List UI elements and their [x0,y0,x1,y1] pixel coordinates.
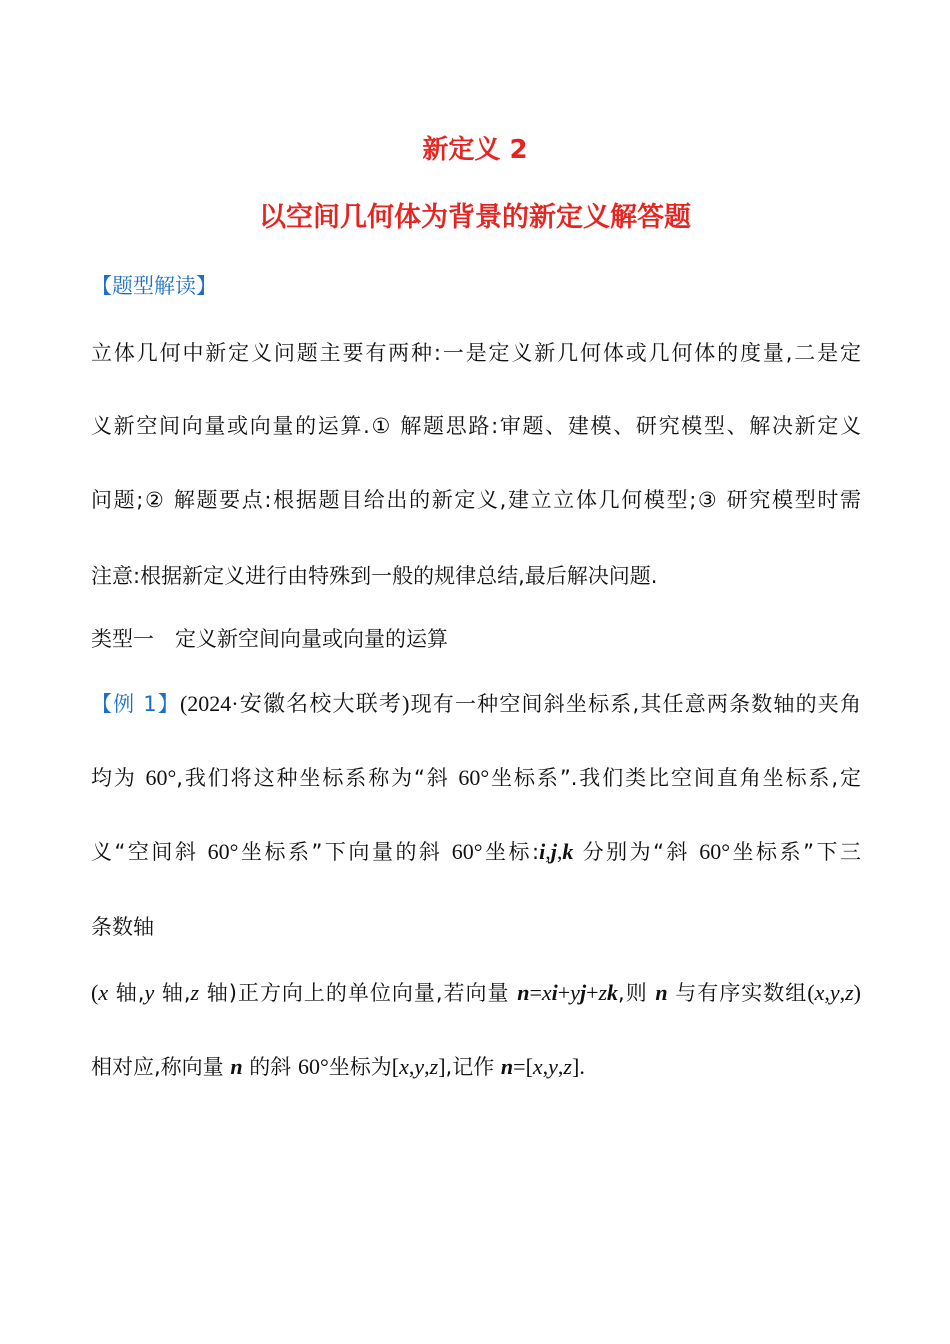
text-segment: 轴, [108,981,145,1005]
example-line-3 [91,837,861,867]
text-segment: 轴)正方向上的单位向量,若向量 [199,981,518,1005]
vector-i: i [551,980,558,1005]
var-x: x [399,1054,409,1079]
var-y: y [570,980,580,1005]
var-x: x [541,980,552,1005]
example-line-4: 条数轴 [91,915,154,939]
punct: , [542,1054,549,1079]
angle-value: 60° [451,839,483,864]
punct: ] [571,1054,580,1079]
punct: = [513,1054,526,1079]
var-y: y [144,980,155,1005]
punct: = [529,980,542,1005]
section-line-1: 立体几何中新定义问题主要有两种:一是定义新几何体或几何体的度量,二是定 [91,341,861,365]
angle-value: 60° [145,765,177,790]
section-line-3: 问题;② 解题要点:根据题目给出的新定义,建立立体几何模型;③ 研究模型时需 [91,488,861,512]
vector-n: n [230,1054,243,1079]
example-line-2 [91,763,861,793]
var-z: z [598,980,608,1005]
punct: , [824,980,830,1005]
section-line-4: 注意:根据新定义进行由特殊到一般的规律总结,最后解决问题. [91,564,658,588]
punct: ) [853,980,861,1005]
document-title: 新定义 2 [422,135,528,165]
punct: , [557,1054,564,1079]
text-segment: 坐标系”下向量的斜 [238,840,452,864]
punct: [ [391,1054,400,1079]
text-segment: 相对应,称向量 [91,1055,231,1079]
var-x: x [532,1054,543,1079]
punct: , [424,1054,430,1079]
text-segment: 的斜 [242,1055,298,1079]
vector-i: i [539,839,546,864]
example-line-1 [91,689,861,719]
text-segment: 与有序实数组 [667,981,808,1005]
type-heading: 类型一 定义新空间向量或向量的运算 [91,627,448,651]
var-z: z [190,980,200,1005]
vector-n: n [655,980,668,1005]
text-segment: 分别为“斜 [573,840,700,864]
example-line-5 [91,978,861,1008]
text-segment: 均为 [91,766,146,790]
example-source: (2024·安徽名校大联考) [179,691,410,716]
text-segment: 坐标为 [328,1055,392,1079]
punct: [ [525,1054,533,1079]
example-text: 现有一种空间斜坐标系,其任意两条数轴的夹角 [409,692,861,716]
vector-k: k [562,839,574,864]
text-segment: ,我们将这种坐标系称为“斜 [176,766,459,790]
text-segment: ,则 [618,981,656,1005]
text-segment: 坐标: [482,840,540,864]
vector-j: j [550,839,557,864]
angle-value: 60° [699,839,731,864]
punct: . [579,1054,585,1079]
punct: , [556,839,563,864]
angle-value: 60° [458,765,490,790]
punct: , [545,839,551,864]
var-z: z [563,1054,572,1079]
text-segment: 轴, [154,981,191,1005]
var-y: y [548,1054,558,1079]
var-z: z [845,980,854,1005]
var-y: y [829,980,840,1005]
punct: ( [807,980,815,1005]
section-line-2: 义新空间向量或向量的运算.① 解题思路:审题、建模、研究模型、解决新定义 [91,414,861,438]
var-x: x [814,980,825,1005]
vector-n: n [517,980,530,1005]
punct: , [839,980,846,1005]
var-z: z [429,1054,439,1079]
var-x: x [98,980,109,1005]
punct: , [408,1054,415,1079]
vector-n: n [500,1054,514,1079]
angle-value: 60° [297,1054,329,1079]
punct: + [586,980,599,1005]
punct: ] [438,1054,446,1079]
punct: + [557,980,571,1005]
text-segment: 坐标系”.我们类比空间直角坐标系,定 [489,766,861,790]
text-segment: 义“空间斜 [91,840,208,864]
document-subtitle: 以空间几何体为背景的新定义解答题 [259,202,691,233]
text-segment: ,记作 [445,1055,501,1079]
angle-value: 60° [207,839,239,864]
vector-k: k [607,980,619,1005]
example-line-6 [91,1052,861,1082]
text-segment: 坐标系”下三 [730,840,861,864]
example-label: 【例 1】 [91,692,180,716]
punct: ( [91,980,99,1005]
section-label: 【题型解读】 [91,274,217,298]
var-y: y [414,1054,425,1079]
vector-j: j [579,980,587,1005]
